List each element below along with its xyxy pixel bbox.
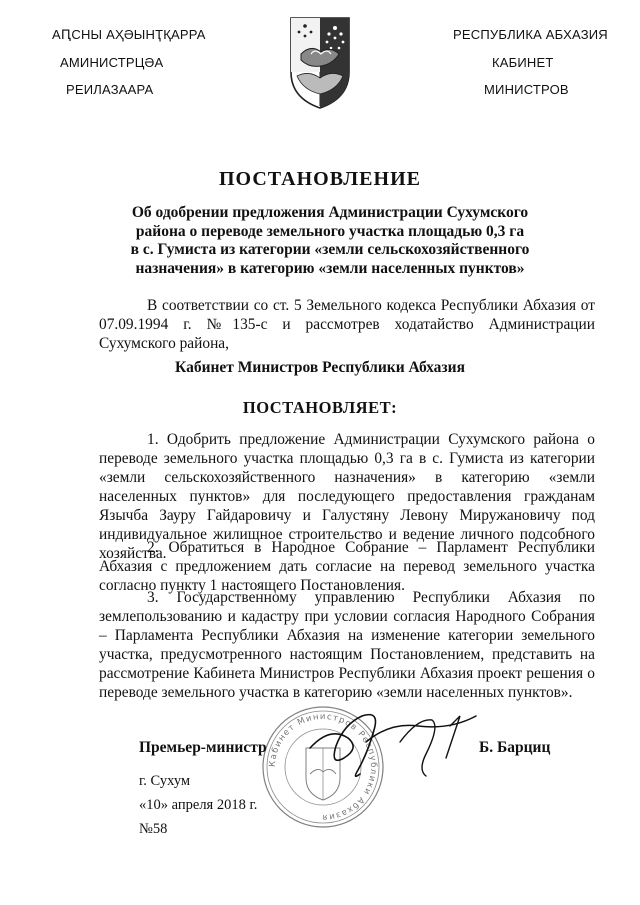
coat-of-arms-emblem [287, 14, 353, 110]
footer-number: №58 [139, 821, 168, 837]
subject-line: в с. Гумиста из категории «земли сельскохозяйственного [130, 241, 530, 258]
subject-line: района о переводе земельного участка площадью 0,3 га [135, 222, 525, 240]
resolution-item-1: 1. Одобрить предложение Администрации Сухумского района о переводе земельного участка площадью 0,3 га в с. Гумиста из категории «земли сельскохозяйственного назначения» в категорию «земли населенных пунктов» для последующего предоставления гражданам Язычба Зауру Гайдаровичу и Галустяну Левону Миружановичу под индивидуальное жилищное строительство и ведение личного подсобного хозяйства. [99, 431, 595, 562]
header-left-line-3: РЕИЛАЗААРА [66, 82, 154, 97]
document-subject [100, 204, 560, 278]
seal-text: Кабинет Министров Республики Абхазия [267, 711, 379, 823]
footer-date: «10» апреля 2018 г. [139, 797, 258, 813]
header-left-line-2: АМИНИСТРЦӘА [60, 55, 164, 70]
header-right-line-2: КАБИНЕТ [492, 55, 554, 70]
header-right-line-1: РЕСПУБЛИКА АБХАЗИЯ [453, 27, 608, 42]
subject-line: Об одобрении предложения Администрации Сухумского [131, 204, 529, 221]
document-title: ПОСТАНОВЛЕНИЕ [219, 168, 421, 190]
signatory-name: Б. Барциц [479, 739, 551, 756]
preamble-paragraph: В соответствии со ст. 5 Земельного кодекса Республики Абхазия от 07.09.1994 г. №135-с и рассмотрев ходатайство Администрации Сухумского района, [99, 297, 595, 352]
resolution-item-2: 2. Обратиться в Народное Собрание – Парламент Республики Абхазия с предложением дать согласие на перевод земельного участка согласно пункту 1 настоящего Постановления. [99, 539, 595, 594]
header-right-line-3: МИНИСТРОВ [484, 82, 569, 97]
subject-line: назначения» в категорию «земли населенных пунктов» [135, 259, 525, 277]
resolution-item-3: 3. Государственному управлению Республики Абхазия по землепользованию и кадастру при условии согласия Народного Собрания – Парламента Республики Абхазия на изменение категории земельного участка, предусмотренного настоящим Постановлением, представить на рассмотрение Кабинета Министров Республики Абхазия проект решения о переводе земельного участка в категорию «земли населенных пунктов». [99, 589, 595, 701]
cabinet-heading: Кабинет Министров Республики Абхазия [175, 359, 465, 376]
resolves-heading: ПОСТАНОВЛЯЕТ: [242, 398, 398, 417]
handwritten-signature [300, 696, 500, 786]
signatory-position: Премьер-министр [139, 739, 267, 756]
footer-city: г. Сухум [139, 773, 191, 789]
header-left-line-1: АԤСНЫ АҲӘЫНҬҚАРРА [52, 27, 206, 42]
